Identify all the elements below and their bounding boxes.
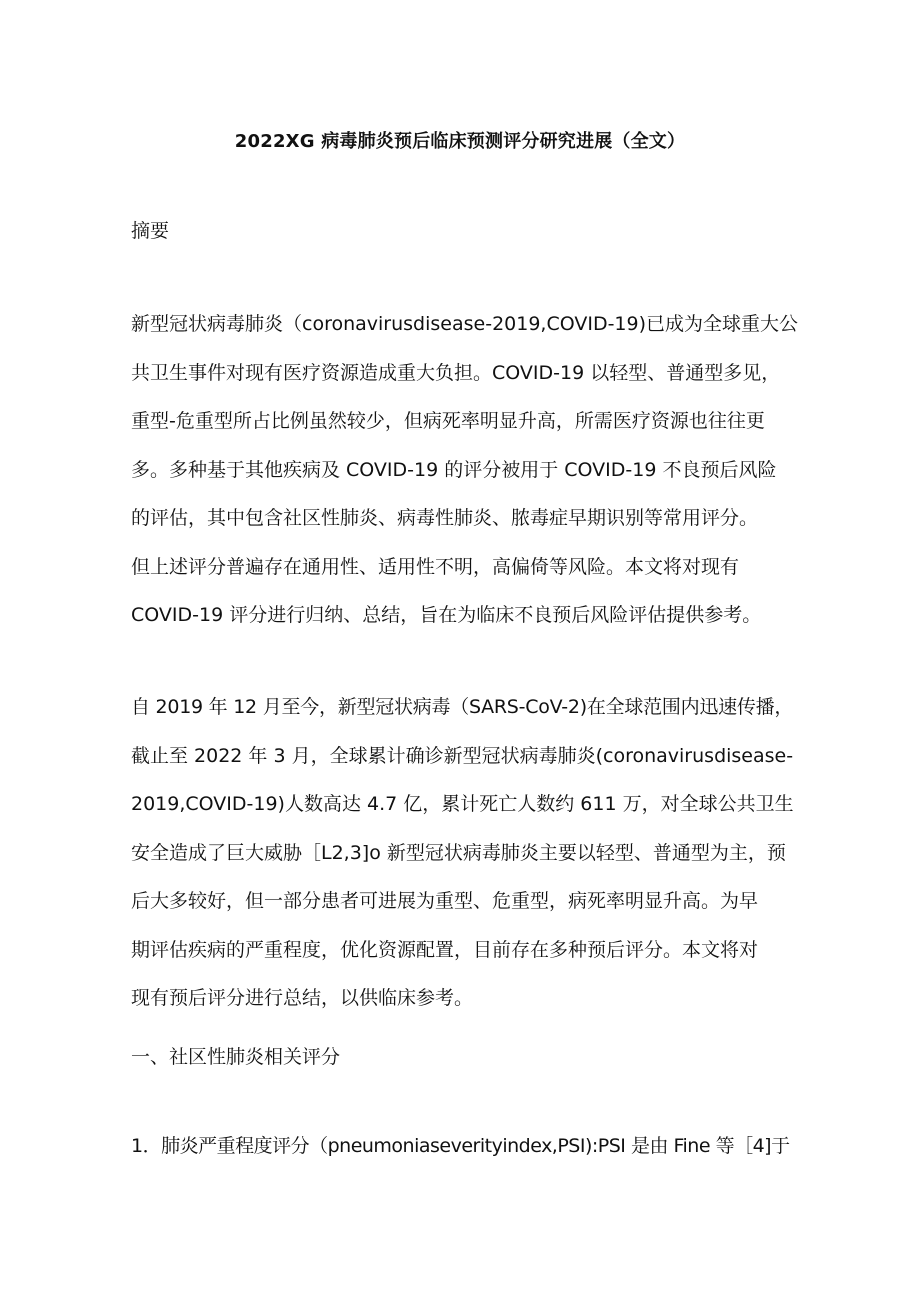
paragraph-line: 重型-危重型所占比例虽然较少，但病死率明显升高，所需医疗资源也往往更 (131, 410, 765, 432)
paragraph-line: 现有预后评分进行总结，以供临床参考。 (131, 987, 474, 1009)
paragraph-line: 截止至 2022 年 3 月，全球累计确诊新型冠状病毒肺炎(coronavirusdisease- (131, 744, 794, 767)
paragraph-line: 的评估，其中包含社区性肺炎、病毒性肺炎、脓毒症早期识别等常用评分。 (131, 507, 759, 529)
paragraph-line: 但上述评分普遍存在通用性、适用性不明，高偏倚等风险。本文将对现有 (131, 555, 740, 578)
item-1-paragraph (131, 1130, 799, 1179)
paragraph-line: 期评估疾病的严重程度，优化资源配置，目前存在多种预后评分。本文将对 (131, 938, 759, 961)
section-1-heading: 一、社区性肺炎相关评分 (131, 1046, 341, 1068)
paragraph-line: 新型冠状病毒肺炎（coronavirusdisease-2019,COVID-19)已成为全球重大公 (131, 313, 799, 335)
document-title: 2022XG 病毒肺炎预后临床预测评分研究进展（全文） (234, 131, 686, 152)
paragraph-line: 共卫生事件对现有医疗资源造成重大负担。COVID-19 以轻型、普通型多见， (131, 361, 781, 384)
abstract-paragraph (131, 308, 799, 648)
paragraph-line: COVID-19 评分进行归纳、总结，旨在为临床不良预后风险评估提供参考。 (131, 604, 762, 626)
paragraph-line: 后大多较好，但一部分患者可进展为重型、危重型，病死率明显升高。为早 (131, 890, 759, 912)
paragraph-line: 1．肺炎严重程度评分（pneumoniaseverityindex,PSI):PSI 是由 Fine 等［4]于 (131, 1135, 790, 1157)
paragraph-line: 多。多种基于其他疾病及 COVID-19 的评分被用于 COVID-19 不良预后风险 (131, 458, 777, 481)
abstract-heading: 摘要 (131, 220, 170, 242)
paragraph-line: 安全造成了巨大威胁［L2,3]o 新型冠状病毒肺炎主要以轻型、普通型为主，预 (131, 841, 786, 864)
paragraph-line: 自 2019 年 12 月至今，新型冠状病毒（SARS-CoV-2)在全球范围内迅速传播， (131, 696, 794, 718)
intro-paragraph (131, 691, 799, 1031)
paragraph-line: 2019,COVID-19)人数高达 4.7 亿，累计死亡人数约 611 万，对全球公共卫生 (131, 793, 794, 815)
